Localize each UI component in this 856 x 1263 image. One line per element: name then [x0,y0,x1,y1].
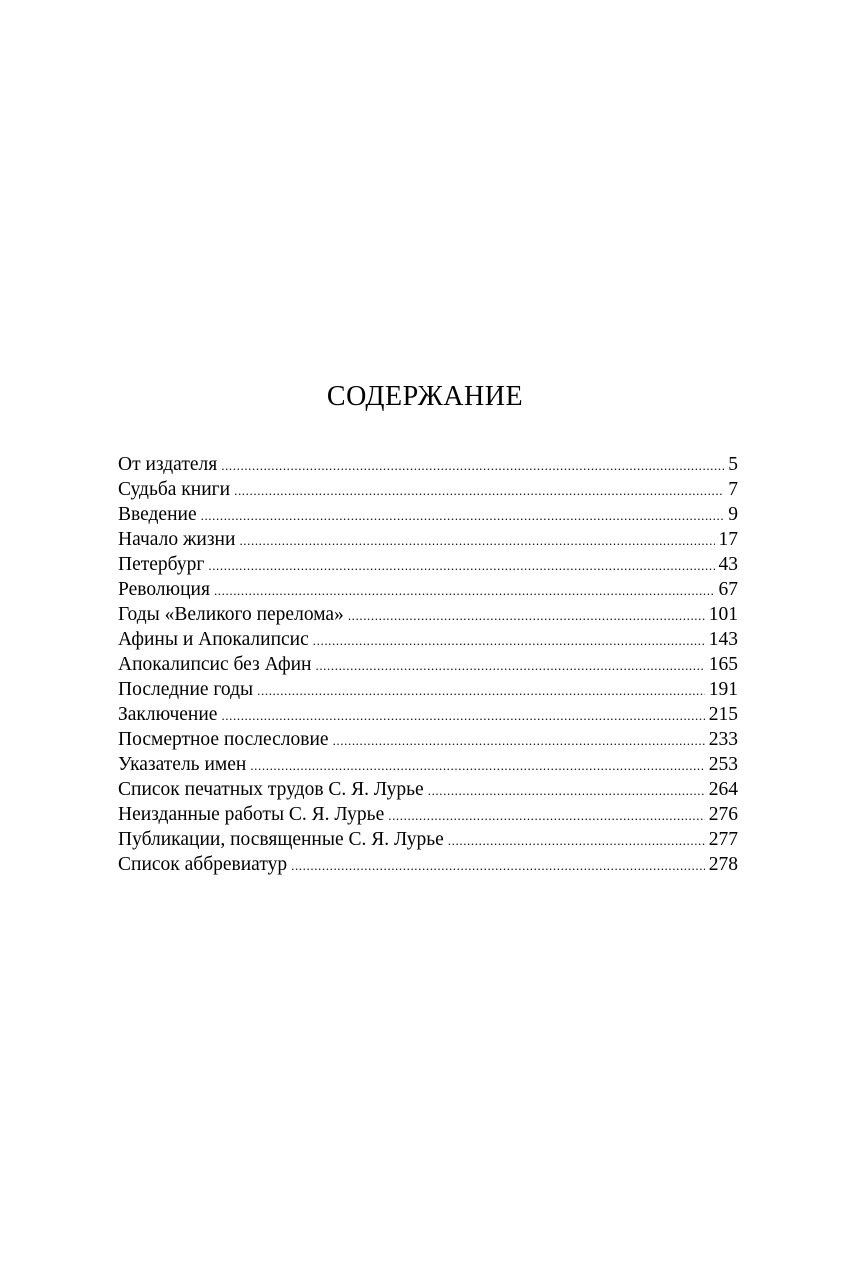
toc-page-number: 9 [728,504,738,525]
toc-entry-title: Апокалипсис без Афин [118,654,312,675]
toc-entry [118,452,738,477]
toc-entry [118,627,738,652]
toc-page-number: 253 [708,754,738,775]
toc-entry [118,752,738,777]
toc-page-number: 276 [708,804,738,825]
toc-leader-dots [428,778,705,803]
toc-entry [118,702,738,727]
toc-entry [118,777,738,802]
toc-leader-dots [221,453,724,478]
toc-entry-title: Указатель имен [118,754,247,775]
toc-page-number: 233 [708,729,738,750]
toc-entry-title: Петербург [118,554,205,575]
toc-page-number: 215 [708,704,738,725]
toc-entry-title: Последние годы [118,679,254,700]
toc-page-number: 43 [718,554,738,575]
toc-entry [118,552,738,577]
toc-page-number: 17 [718,529,738,550]
toc-entry-title: Судьба книги [118,479,231,500]
toc-page-number: 5 [728,454,738,475]
toc-leader-dots [291,853,705,878]
toc-page-number: 264 [708,779,738,800]
toc-entry [118,677,738,702]
table-of-contents [118,452,738,877]
toc-page-number: 278 [708,854,738,875]
toc-leader-dots [208,553,714,578]
toc-leader-dots [234,478,724,503]
toc-leader-dots [239,528,714,553]
toc-entry [118,577,738,602]
toc-entry [118,852,738,877]
toc-page-number: 7 [728,479,738,500]
toc-leader-dots [388,803,705,828]
toc-leader-dots [333,728,705,753]
toc-entry [118,477,738,502]
toc-page-number: 101 [708,604,738,625]
toc-entry [118,652,738,677]
toc-entry-title: Неизданные работы С. Я. Лурье [118,804,385,825]
toc-entry [118,827,738,852]
toc-entry-title: Годы «Великого перелома» [118,604,344,625]
toc-entry [118,802,738,827]
toc-entry-title: Список аббревиатур [118,854,288,875]
toc-leader-dots [313,628,705,653]
toc-entry [118,502,738,527]
toc-page-number: 165 [708,654,738,675]
toc-leader-dots [257,678,705,703]
toc-leader-dots [221,703,704,728]
toc-leader-dots [250,753,704,778]
toc-entry [118,527,738,552]
toc-entry-title: Начало жизни [118,529,236,550]
toc-page-number: 277 [708,829,738,850]
toc-entry-title: Революция [118,579,210,600]
toc-entry-title: Афины и Апокалипсис [118,629,309,650]
toc-page-number: 143 [708,629,738,650]
toc-entry-title: Заключение [118,704,218,725]
toc-entry-title: Посмертное послесловие [118,729,329,750]
toc-page-number: 67 [718,579,738,600]
toc-entry-title: Публикации, посвященные С. Я. Лурье [118,829,444,850]
toc-leader-dots [348,603,705,628]
toc-leader-dots [448,828,705,853]
toc-leader-dots [315,653,704,678]
toc-entry [118,602,738,627]
toc-page-number: 191 [708,679,738,700]
toc-entry-title: Введение [118,504,197,525]
page-title: СОДЕРЖАНИЕ [326,381,524,412]
toc-entry-title: От издателя [118,454,218,475]
toc-entry [118,727,738,752]
toc-entry-title: Список печатных трудов С. Я. Лурье [118,779,424,800]
toc-leader-dots [214,578,715,603]
toc-leader-dots [201,503,725,528]
